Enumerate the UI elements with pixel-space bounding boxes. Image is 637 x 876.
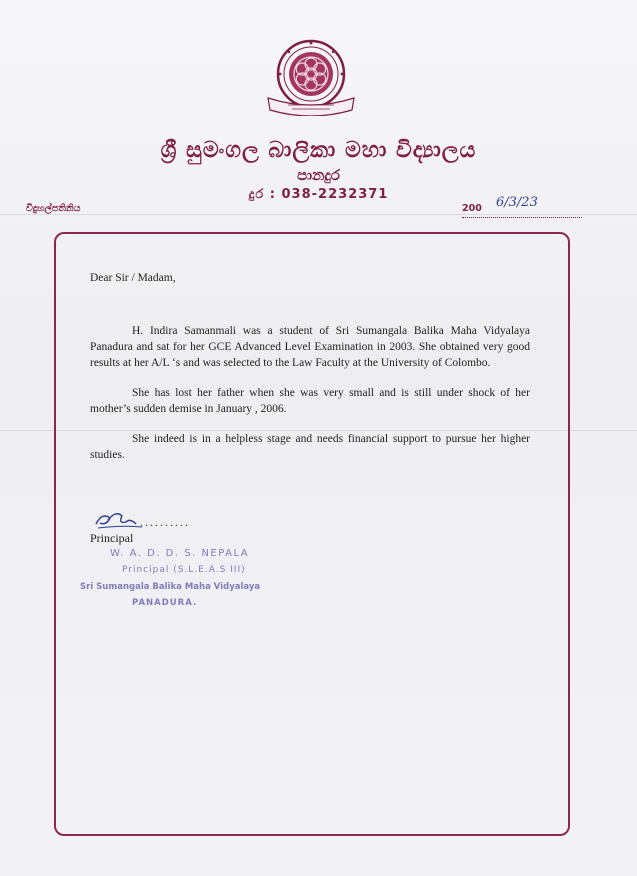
date-field: [462, 197, 582, 218]
stamp-designation: Principal (S.L.E.A.S III): [122, 565, 246, 575]
crest-ribbon-banner: [266, 96, 356, 116]
letter-paragraph: She has lost her father when she was very small and is still under shock of her mother’s sudden demise in January , 2006.: [90, 387, 530, 415]
school-name: ශ්‍රී සුමංගල බාලිකා මහා විද්‍යාලය: [160, 138, 477, 163]
school-phone: දුර : 038-2232371: [248, 187, 389, 202]
signatory-title: Principal: [90, 531, 134, 545]
stamp-school: Sri Sumangala Balika Maha Vidyalaya: [80, 582, 261, 592]
reference-label: විදුහල්පතිනිය: [26, 203, 81, 214]
stamp-name: W. A. D. D. S. NEPALA: [110, 548, 250, 559]
handwritten-date: 6/3/23: [496, 195, 538, 210]
school-town: පානදුර: [297, 166, 340, 184]
salutation: Dear Sir / Madam,: [90, 272, 176, 284]
stamp-town: PANADURA.: [132, 598, 198, 608]
letter-body: [90, 270, 530, 477]
signature-dots: ..........: [140, 515, 190, 529]
letter-paragraph: H. Indira Samanmali was a student of Sri Sumangala Balika Maha Vidyalaya Panadura and sat for her GCE Advanced Level Examination in 2003. She obtained very good results at her A/L ‘s and was selected to the Law Faculty at the University of Colombo.: [90, 325, 530, 369]
date-prefix: 200: [462, 203, 482, 214]
letter-paragraph: She indeed is in a helpless stage and needs financial support to pursue her higher studies.: [90, 433, 530, 461]
